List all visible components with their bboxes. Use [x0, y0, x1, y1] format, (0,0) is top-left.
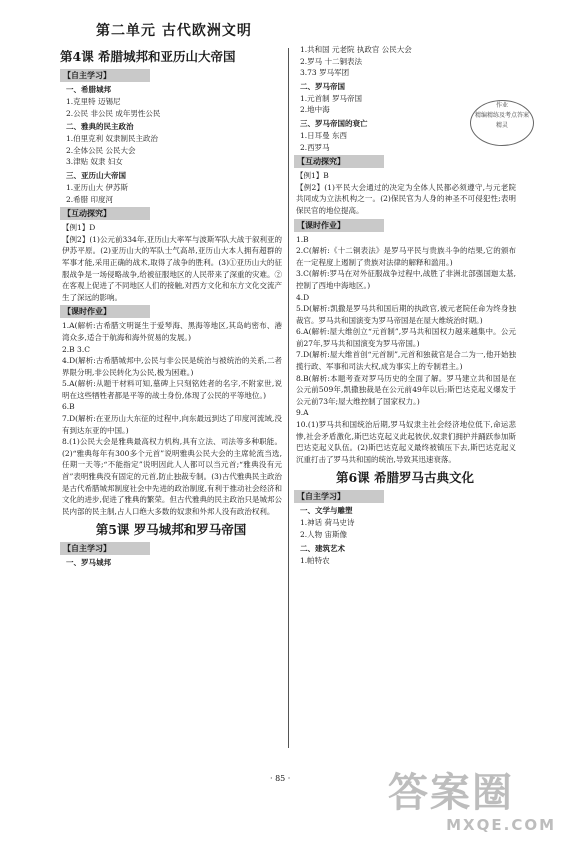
- stamp-line: 精编精练及考点答案: [474, 112, 529, 119]
- list-item: 2.罗马 十二铜表法: [300, 56, 363, 66]
- stamp-line: 精灵: [495, 122, 508, 129]
- answer-paragraph: 8.(1)公民大会是雅典最高权力机构,具有立法、司法等多种职能。(2)“雅典每年有300多个元首”说明雅典公民大会的主席轮流当选,任期一天等;“不能指定”说明因此人人都可以当元首;“雅典没有元首”表明雅典没有固定的元首,防止独裁专制。(3)古代雅典民主政治是古代希腊城邦制度社会中先进的政治制度,有利于推动社会经济和文化的进步,促进了雅典的繁荣。但古代雅典的民主政治只是城邦公民内部的民主制,占人口绝大多数的奴隶和外邦人没有政治权利。: [62, 437, 282, 516]
- lesson5-title: 第5课 罗马城邦和罗马帝国: [95, 522, 247, 538]
- answer-paragraph: 【例2】(1)平民大会通过的决定为全体人民都必须遵守,与元老院共同成为立法机构之一。(2)保民官为人身的神圣不可侵犯性;表明保民官的地位提高。: [296, 182, 516, 215]
- answer-paragraph: 2.B 3.C: [62, 344, 90, 354]
- answer-paragraph: 8.B(解析:本题考查对罗马历史的全面了解。罗马建立共和国是在公元前509年,凯撒独裁是在公元前49年以后;斯巴达克起义爆发于公元前73年;屋大维控制了国家权力。): [296, 373, 516, 406]
- answer-paragraph: 7.D(解析:屋大维首创“元首制”,元首和独裁官是合二为一,他开始独揽行政、军事和司法大权,成为事实上的专制君主。): [296, 350, 516, 372]
- list-item: 1.帕特农: [300, 555, 330, 565]
- lesson5-sec2-heading: 二、罗马帝国: [300, 81, 345, 91]
- list-item: 1.伯里克利 奴隶制民主政治: [66, 134, 159, 144]
- stamp-line: 作业: [495, 102, 508, 109]
- list-item: 3.73 罗马军团: [300, 68, 350, 78]
- list-item: 1.元首制 罗马帝国: [300, 93, 363, 103]
- answer-paragraph: 6.B: [62, 402, 75, 412]
- lesson4-sec3-heading: 三、亚历山大帝国: [66, 170, 126, 180]
- answer-paragraph: 4.D: [296, 292, 310, 302]
- answer-paragraph: 7.D(解析:在亚历山大东征的过程中,向东最远到达了印度河流域,没有到达东亚的中国。): [62, 414, 282, 435]
- list-item: 2.人物 宙斯像: [300, 530, 348, 539]
- answer-paragraph: 【例1】B: [296, 171, 329, 181]
- list-item: 1.日耳曼 东西: [300, 130, 348, 140]
- lesson6-sec1-heading: 一、文学与雕塑: [300, 506, 353, 516]
- list-item: 2.公民 非公民 成年男性公民: [66, 108, 161, 118]
- answer-paragraph: 2.C(解析:《十二铜表法》是罗马平民与贵族斗争的结果,它的颁布在一定程度上遏制了贵族对法律的解释和滥用。): [296, 246, 516, 267]
- list-item: 2.全体公民 公民大会: [66, 145, 136, 155]
- answer-paragraph: 3.C(解析:罗马在对外征服战争过程中,战胜了非洲北部强国迦太基,控制了西地中海地区。): [296, 269, 516, 290]
- answer-paragraph: 10.(1)罗马共和国统治后期,罗马奴隶主社会经济地位低下,命运悲惨,社会矛盾激化,斯巴达克起义此起彼伏,奴隶们拥护并踊跃参加斯巴达克起义队伍。(2)斯巴达克起义最终被镇压下去,斯巴达克起义沉重打击了罗马共和国的统治,导致其迅速衰落。: [296, 420, 516, 464]
- lesson4-sec2-heading: 二、雅典的民主政治: [66, 122, 134, 132]
- lesson4-self-study-label: 【自主学习】: [60, 69, 150, 82]
- watermark-url: MXQE.COM: [446, 816, 556, 834]
- lesson4-inquiry-label: 【互动探究】: [60, 207, 150, 220]
- answer-paragraph: 【例2】(1)公元前334年,亚历山大率军与波斯军队大战于叙利亚的伊苏平原。(2)亚历山大的军队士气高昂,亚历山大本人拥有超群的军事才能,采用正确的战术,取得了战争的胜利。(3)①亚历山大的征服战争是一场侵略战争,给被征服地区的人民带来了深重的灾难。②在客观上促进了不同地区人们的接触,对西方文化和东方文化交流产生了深远的影响。: [62, 234, 282, 302]
- answer-paragraph: 5.A(解析:从题干材料可知,墓碑上只刻铭姓者的名字,不附家世,说明在这些牺牲者都是平等的战士身份,体现了公民的平等地位。): [62, 379, 282, 400]
- watermark-logo: [388, 770, 556, 842]
- homework-stamp: [470, 100, 534, 146]
- list-item: 1.亚历山大 伊苏斯: [66, 182, 129, 192]
- answer-paragraph: 1.A(解析:古希腊文明诞生于爱琴海、黑海等地区,其岛屿密布、港湾众多,适合于航海和海外贸易的发展。): [62, 321, 282, 342]
- lesson6-self-study-label: 【自主学习】: [294, 490, 384, 503]
- lesson5-sec3-heading: 三、罗马帝国的衰亡: [300, 118, 368, 128]
- list-item: 1.克里特 迈锡尼: [66, 97, 121, 106]
- answer-paragraph: 【例1】D: [62, 223, 96, 233]
- left-column: [60, 44, 282, 569]
- lesson6-title: 第6课 希腊罗马古典文化: [335, 470, 475, 486]
- list-item: 1.神话 荷马史诗: [300, 518, 355, 528]
- answer-paragraph: 5.D(解析:凯撒是罗马共和国后期的执政官,被元老院任命为终身独裁官。罗马共和国演变为罗马帝国是在屋大维统治时期。): [296, 304, 516, 325]
- lesson5-self-study-label: 【自主学习】: [60, 542, 150, 555]
- list-item: 2.西罗马: [300, 142, 330, 152]
- lesson5-homework-label: 【课时作业】: [294, 219, 384, 232]
- answer-paragraph: 6.A(解析:屋大维创立“元首制”,罗马共和国权力越来越集中。公元前27年,罗马共和国演变为罗马帝国。): [296, 327, 516, 348]
- answer-paragraph: 9.A: [296, 408, 309, 418]
- answer-paragraph: 1.B: [296, 234, 309, 244]
- lesson4-homework-label: 【课时作业】: [60, 305, 150, 318]
- lesson5-sec1-heading: 一、罗马城邦: [66, 558, 111, 568]
- page-number: · 85 ·: [270, 774, 291, 783]
- list-item: 2.地中海: [300, 105, 330, 115]
- lesson6-sec2-heading: 二、建筑艺术: [300, 543, 345, 553]
- list-item: 2.希腊 印度河: [66, 194, 114, 204]
- list-item: 1.共和国 元老院 执政官 公民大会: [300, 45, 412, 54]
- lesson5-inquiry-label: 【互动探究】: [294, 155, 384, 168]
- answer-paragraph: 4.D(解析:古希腊城邦中,公民与非公民是统治与被统治的关系,二者界限分明,非公民转化为公民,极为困难。): [62, 356, 282, 377]
- lesson4-sec1-heading: 一、希腊城邦: [66, 85, 111, 94]
- column-divider: [288, 48, 289, 748]
- lesson4-title: 第4课 希腊城邦和亚历山大帝国: [60, 49, 236, 64]
- watermark-text: 答案圈: [388, 770, 514, 816]
- list-item: 3.津贴 奴隶 妇女: [66, 157, 123, 167]
- unit-title: 第二单元 古代欧洲文明: [96, 23, 252, 39]
